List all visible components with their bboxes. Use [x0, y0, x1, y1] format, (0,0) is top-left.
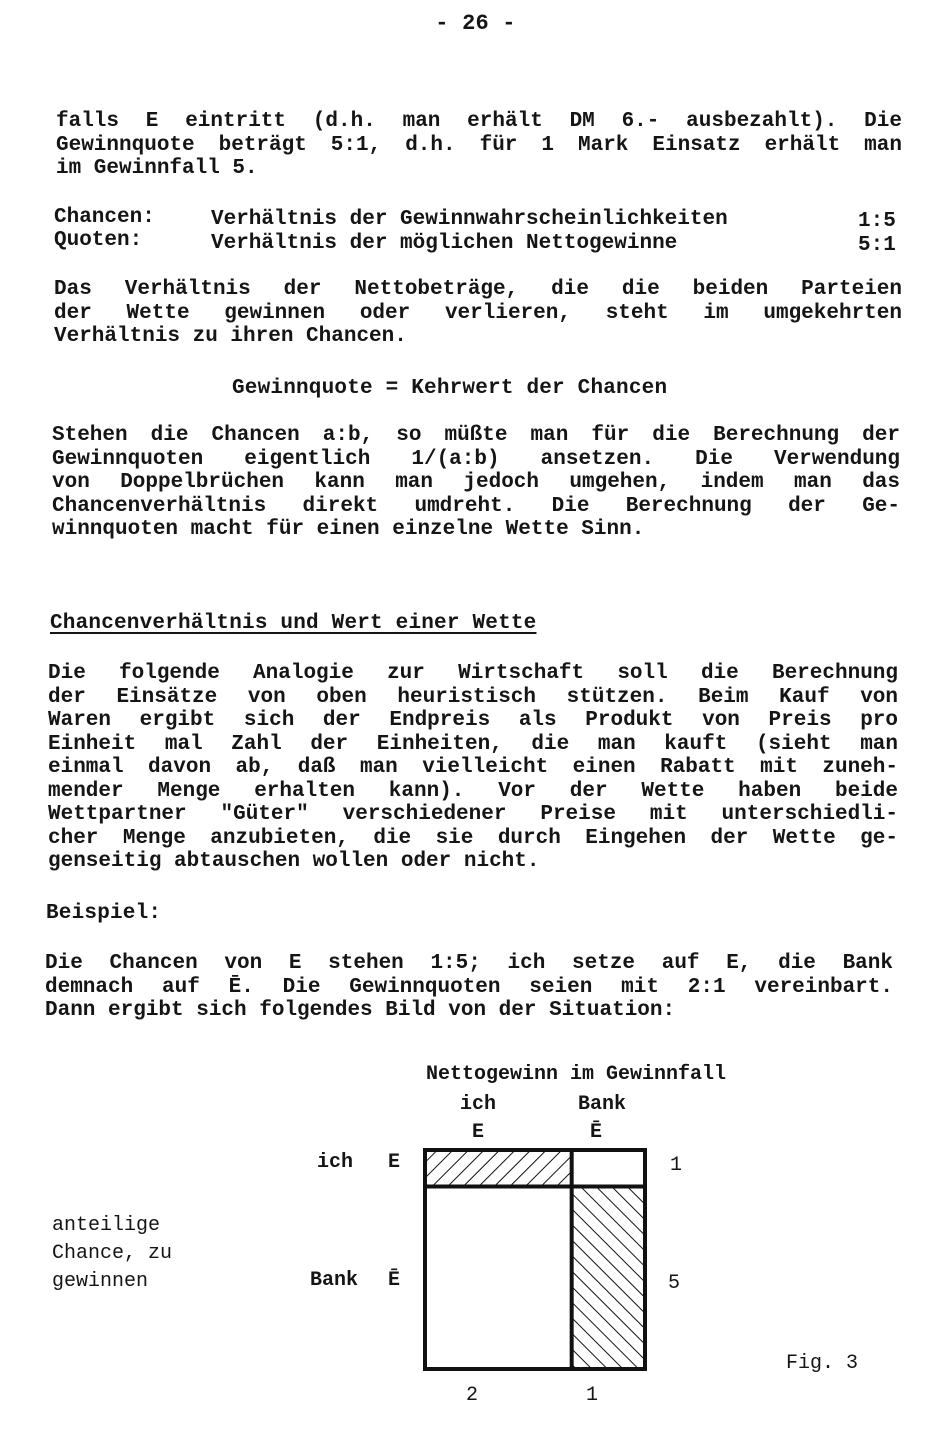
definition-ratio: 5:1	[858, 234, 896, 257]
definition-term: Quoten:	[54, 229, 143, 252]
paragraph-line: Die Chancen von E stehen 1:5; ich setze auf E, die Bank	[45, 952, 893, 975]
analogy-paragraph	[48, 662, 898, 874]
left-axis-label-line: gewinnen	[52, 1270, 149, 1293]
paragraph-line: Die folgende Analogie zur Wirtschaft soll die Berechnung	[48, 662, 898, 685]
paragraph-line: genseitig abtauschen wollen oder nicht.	[48, 850, 540, 873]
paragraph-line: winnquoten macht für einen einzelne Wette Sinn.	[52, 518, 645, 541]
row-party-label: Bank	[310, 1269, 359, 1292]
column-gain-value: 2	[466, 1384, 479, 1407]
row-party-label: ich	[317, 1151, 354, 1174]
figure-top-title: Nettogewinn im Gewinnfall	[426, 1063, 727, 1086]
paragraph-line: Einheit mal Zahl der Einheiten, die man kauft (sieht man	[48, 732, 898, 756]
definition-description: Verhältnis der möglichen Nettogewinne	[211, 232, 678, 255]
paragraph-line: Dann ergibt sich folgendes Bild von der Situation:	[45, 999, 676, 1022]
definition-description: Verhältnis der Gewinnwahrscheinlichkeiten	[211, 208, 728, 231]
paragraph-line: Stehen die Chancen a:b, so müßte man für die Berechnung der	[52, 424, 900, 447]
paragraph-line: Chancenverhältnis direkt umdreht. Die Berechnung der Ge-	[52, 494, 900, 518]
row-event-label: E	[388, 1151, 401, 1174]
column-party-label: ich	[460, 1093, 497, 1116]
left-axis-label-line: Chance, zu	[52, 1242, 173, 1265]
paragraph-line: Gewinnquote beträgt 5:1, d.h. für 1 Mark Einsatz erhält man	[56, 133, 902, 157]
grid-outline	[425, 1150, 645, 1369]
row-chance-value: 1	[670, 1154, 683, 1177]
example-paragraph	[45, 952, 893, 1023]
hatched-cell	[572, 1187, 645, 1370]
paragraph-line: mender Menge erhalten kann). Vor der Wette haben beide	[48, 779, 898, 803]
column-gain-value: 1	[586, 1384, 599, 1407]
column-party-label: Bank	[578, 1093, 627, 1116]
example-label: Beispiel:	[46, 902, 162, 925]
paragraph-line: cher Menge anzubieten, die sie durch Eingehen der Wette ge-	[48, 826, 898, 850]
paragraph-line: einmal davon ab, daß man vielleicht einen Rabatt mit zuneh-	[48, 756, 898, 779]
paragraph-line: Waren ergibt sich der Endpreis als Produkt von Preis pro	[48, 709, 898, 732]
column-event-label: E	[472, 1121, 485, 1144]
paragraph-line: Wettpartner "Güter" verschiedener Preise mit unterschiedli-	[48, 803, 898, 826]
definition-term: Chancen:	[54, 206, 155, 229]
paragraph-line: falls E eintritt (d.h. man erhält DM 6.- ausbezahlt). Die	[56, 110, 902, 133]
row-event-label: Ē	[388, 1269, 401, 1292]
ratio-paragraph	[54, 278, 902, 349]
figure-caption: Fig. 3	[786, 1352, 859, 1375]
section-heading: Chancenverhältnis und Wert einer Wette	[50, 612, 537, 635]
paragraph-line: Gewinnquoten eigentlich 1/(a:b) ansetzen. Die Verwendung	[52, 447, 900, 471]
formula: Gewinnquote = Kehrwert der Chancen	[232, 377, 668, 400]
calculation-paragraph	[52, 424, 900, 542]
column-event-label: Ē	[590, 1121, 603, 1144]
row-chance-value: 5	[668, 1272, 681, 1295]
definition-ratio: 1:5	[858, 210, 896, 233]
empty-cell	[572, 1150, 645, 1187]
paragraph-line: der Wette gewinnen oder verlieren, steht im umgekehrten	[54, 301, 902, 325]
empty-cell	[425, 1187, 572, 1370]
paragraph-line: von Doppelbrüchen kann man jedoch umgehen, indem man das	[52, 471, 900, 494]
left-axis-label-line: anteilige	[52, 1214, 161, 1237]
paragraph-line: Verhältnis zu ihren Chancen.	[54, 325, 407, 348]
paragraph-line: demnach auf Ē. Die Gewinnquoten seien mit 2:1 vereinbart.	[45, 975, 893, 999]
paragraph-line: Das Verhältnis der Nettobeträge, die die beiden Parteien	[54, 278, 902, 301]
page-number: - 26 -	[435, 11, 516, 36]
paragraph-line: im Gewinnfall 5.	[56, 157, 258, 180]
paragraph-line: der Einsätze von oben heuristisch stützen. Beim Kauf von	[48, 685, 898, 709]
intro-paragraph	[56, 110, 902, 181]
hatched-cell	[425, 1150, 572, 1187]
